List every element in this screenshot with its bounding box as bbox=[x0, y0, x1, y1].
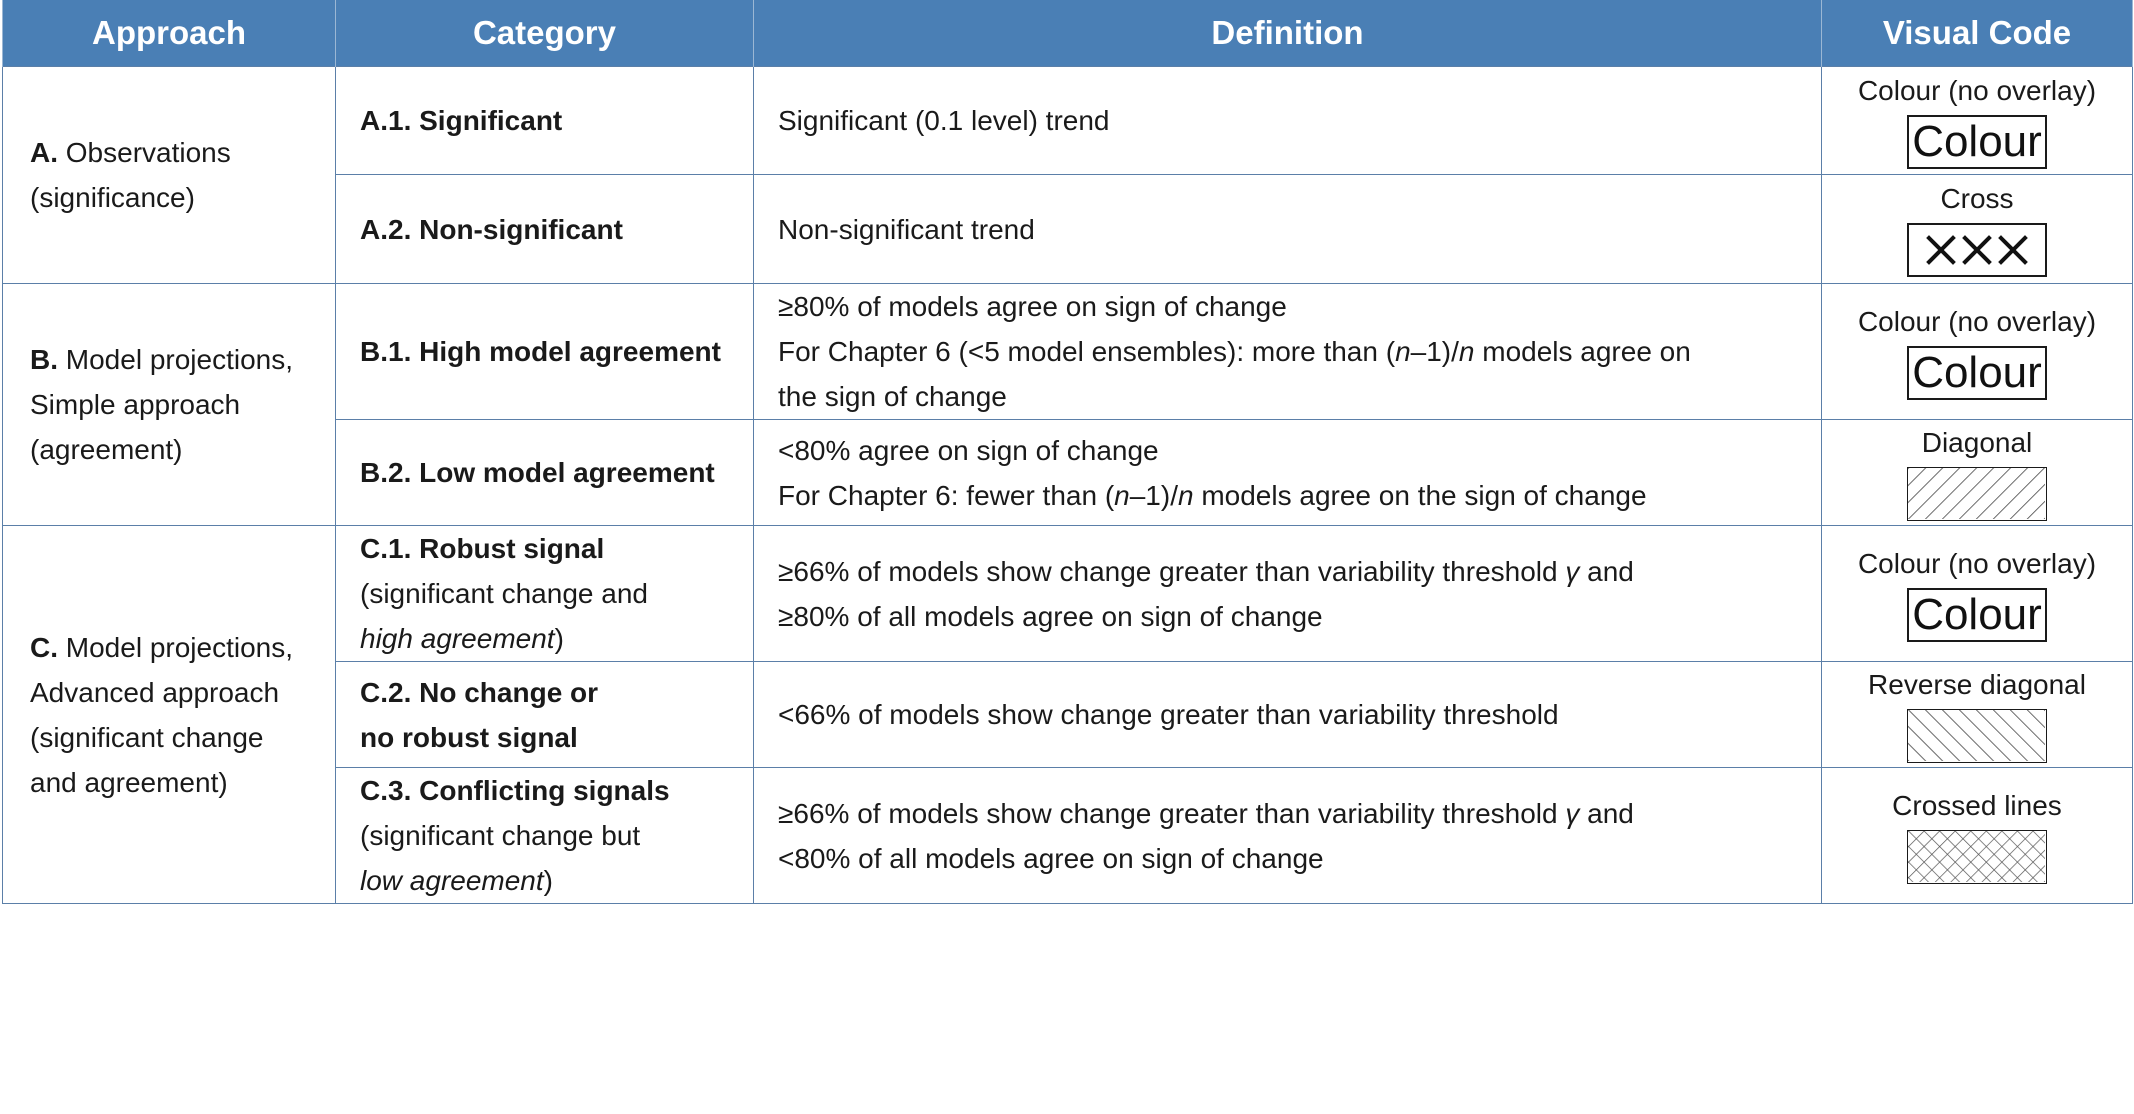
cross-swatch bbox=[1907, 223, 2047, 277]
visual-c2: Reverse diagonal bbox=[1822, 662, 2133, 768]
category-c2: C.2. No change or no robust signal bbox=[336, 662, 754, 768]
approach-a: A. Observations (significance) bbox=[3, 67, 336, 284]
colour-swatch: Colour bbox=[1907, 346, 2047, 400]
category-a2: A.2. Non-significant bbox=[336, 175, 754, 284]
category-b1: B.1. High model agreement bbox=[336, 284, 754, 420]
approach-b: B. Model projections, Simple approach (agreement) bbox=[3, 284, 336, 526]
header-approach: Approach bbox=[3, 0, 336, 67]
reverse-diagonal-swatch bbox=[1907, 709, 2047, 763]
category-c1: C.1. Robust signal (significant change and high agreement) bbox=[336, 526, 754, 662]
colour-swatch: Colour bbox=[1907, 588, 2047, 642]
table-row bbox=[3, 526, 2133, 662]
crossed-lines-pattern bbox=[1908, 831, 2045, 882]
definition-c3: ≥66% of models show change greater than variability threshold γ and <80% of all models agree on sign of change bbox=[754, 768, 1822, 904]
visual-c1: Colour (no overlay) Colour bbox=[1822, 526, 2133, 662]
diagonal-pattern bbox=[1908, 468, 2045, 519]
definition-c2: <66% of models show change greater than variability threshold bbox=[754, 662, 1822, 768]
category-c3: C.3. Conflicting signals (significant change but low agreement) bbox=[336, 768, 754, 904]
definition-b1: ≥80% of models agree on sign of change For Chapter 6 (<5 model ensembles): more than (n–1)/n models agree on the sign of change bbox=[754, 284, 1822, 420]
visual-b2: Diagonal bbox=[1822, 420, 2133, 526]
table-row bbox=[3, 67, 2133, 175]
diagonal-swatch bbox=[1907, 467, 2047, 521]
definition-c1: ≥66% of models show change greater than variability threshold γ and ≥80% of all models agree on sign of change bbox=[754, 526, 1822, 662]
cross-pattern bbox=[1909, 225, 2045, 275]
table-row bbox=[3, 284, 2133, 420]
header-definition: Definition bbox=[754, 0, 1822, 67]
definition-a2: Non-significant trend bbox=[754, 175, 1822, 284]
colour-swatch: Colour bbox=[1907, 115, 2047, 169]
category-a1: A.1. Significant bbox=[336, 67, 754, 175]
category-b2: B.2. Low model agreement bbox=[336, 420, 754, 526]
header-category: Category bbox=[336, 0, 754, 67]
visual-a2: Cross bbox=[1822, 175, 2133, 284]
header-visual-code: Visual Code bbox=[1822, 0, 2133, 67]
definition-b2: <80% agree on sign of change For Chapter 6: fewer than (n–1)/n models agree on the sign of change bbox=[754, 420, 1822, 526]
header-row bbox=[3, 0, 2133, 67]
definition-a1: Significant (0.1 level) trend bbox=[754, 67, 1822, 175]
visual-c3: Crossed lines bbox=[1822, 768, 2133, 904]
approach-c: C. Model projections, Advanced approach (significant change and agreement) bbox=[3, 526, 336, 904]
visual-b1: Colour (no overlay) Colour bbox=[1822, 284, 2133, 420]
visual-a1: Colour (no overlay) Colour bbox=[1822, 67, 2133, 175]
crossed-lines-swatch bbox=[1907, 830, 2047, 884]
visual-code-table bbox=[2, 0, 2133, 904]
reverse-diagonal-pattern bbox=[1908, 710, 2045, 761]
